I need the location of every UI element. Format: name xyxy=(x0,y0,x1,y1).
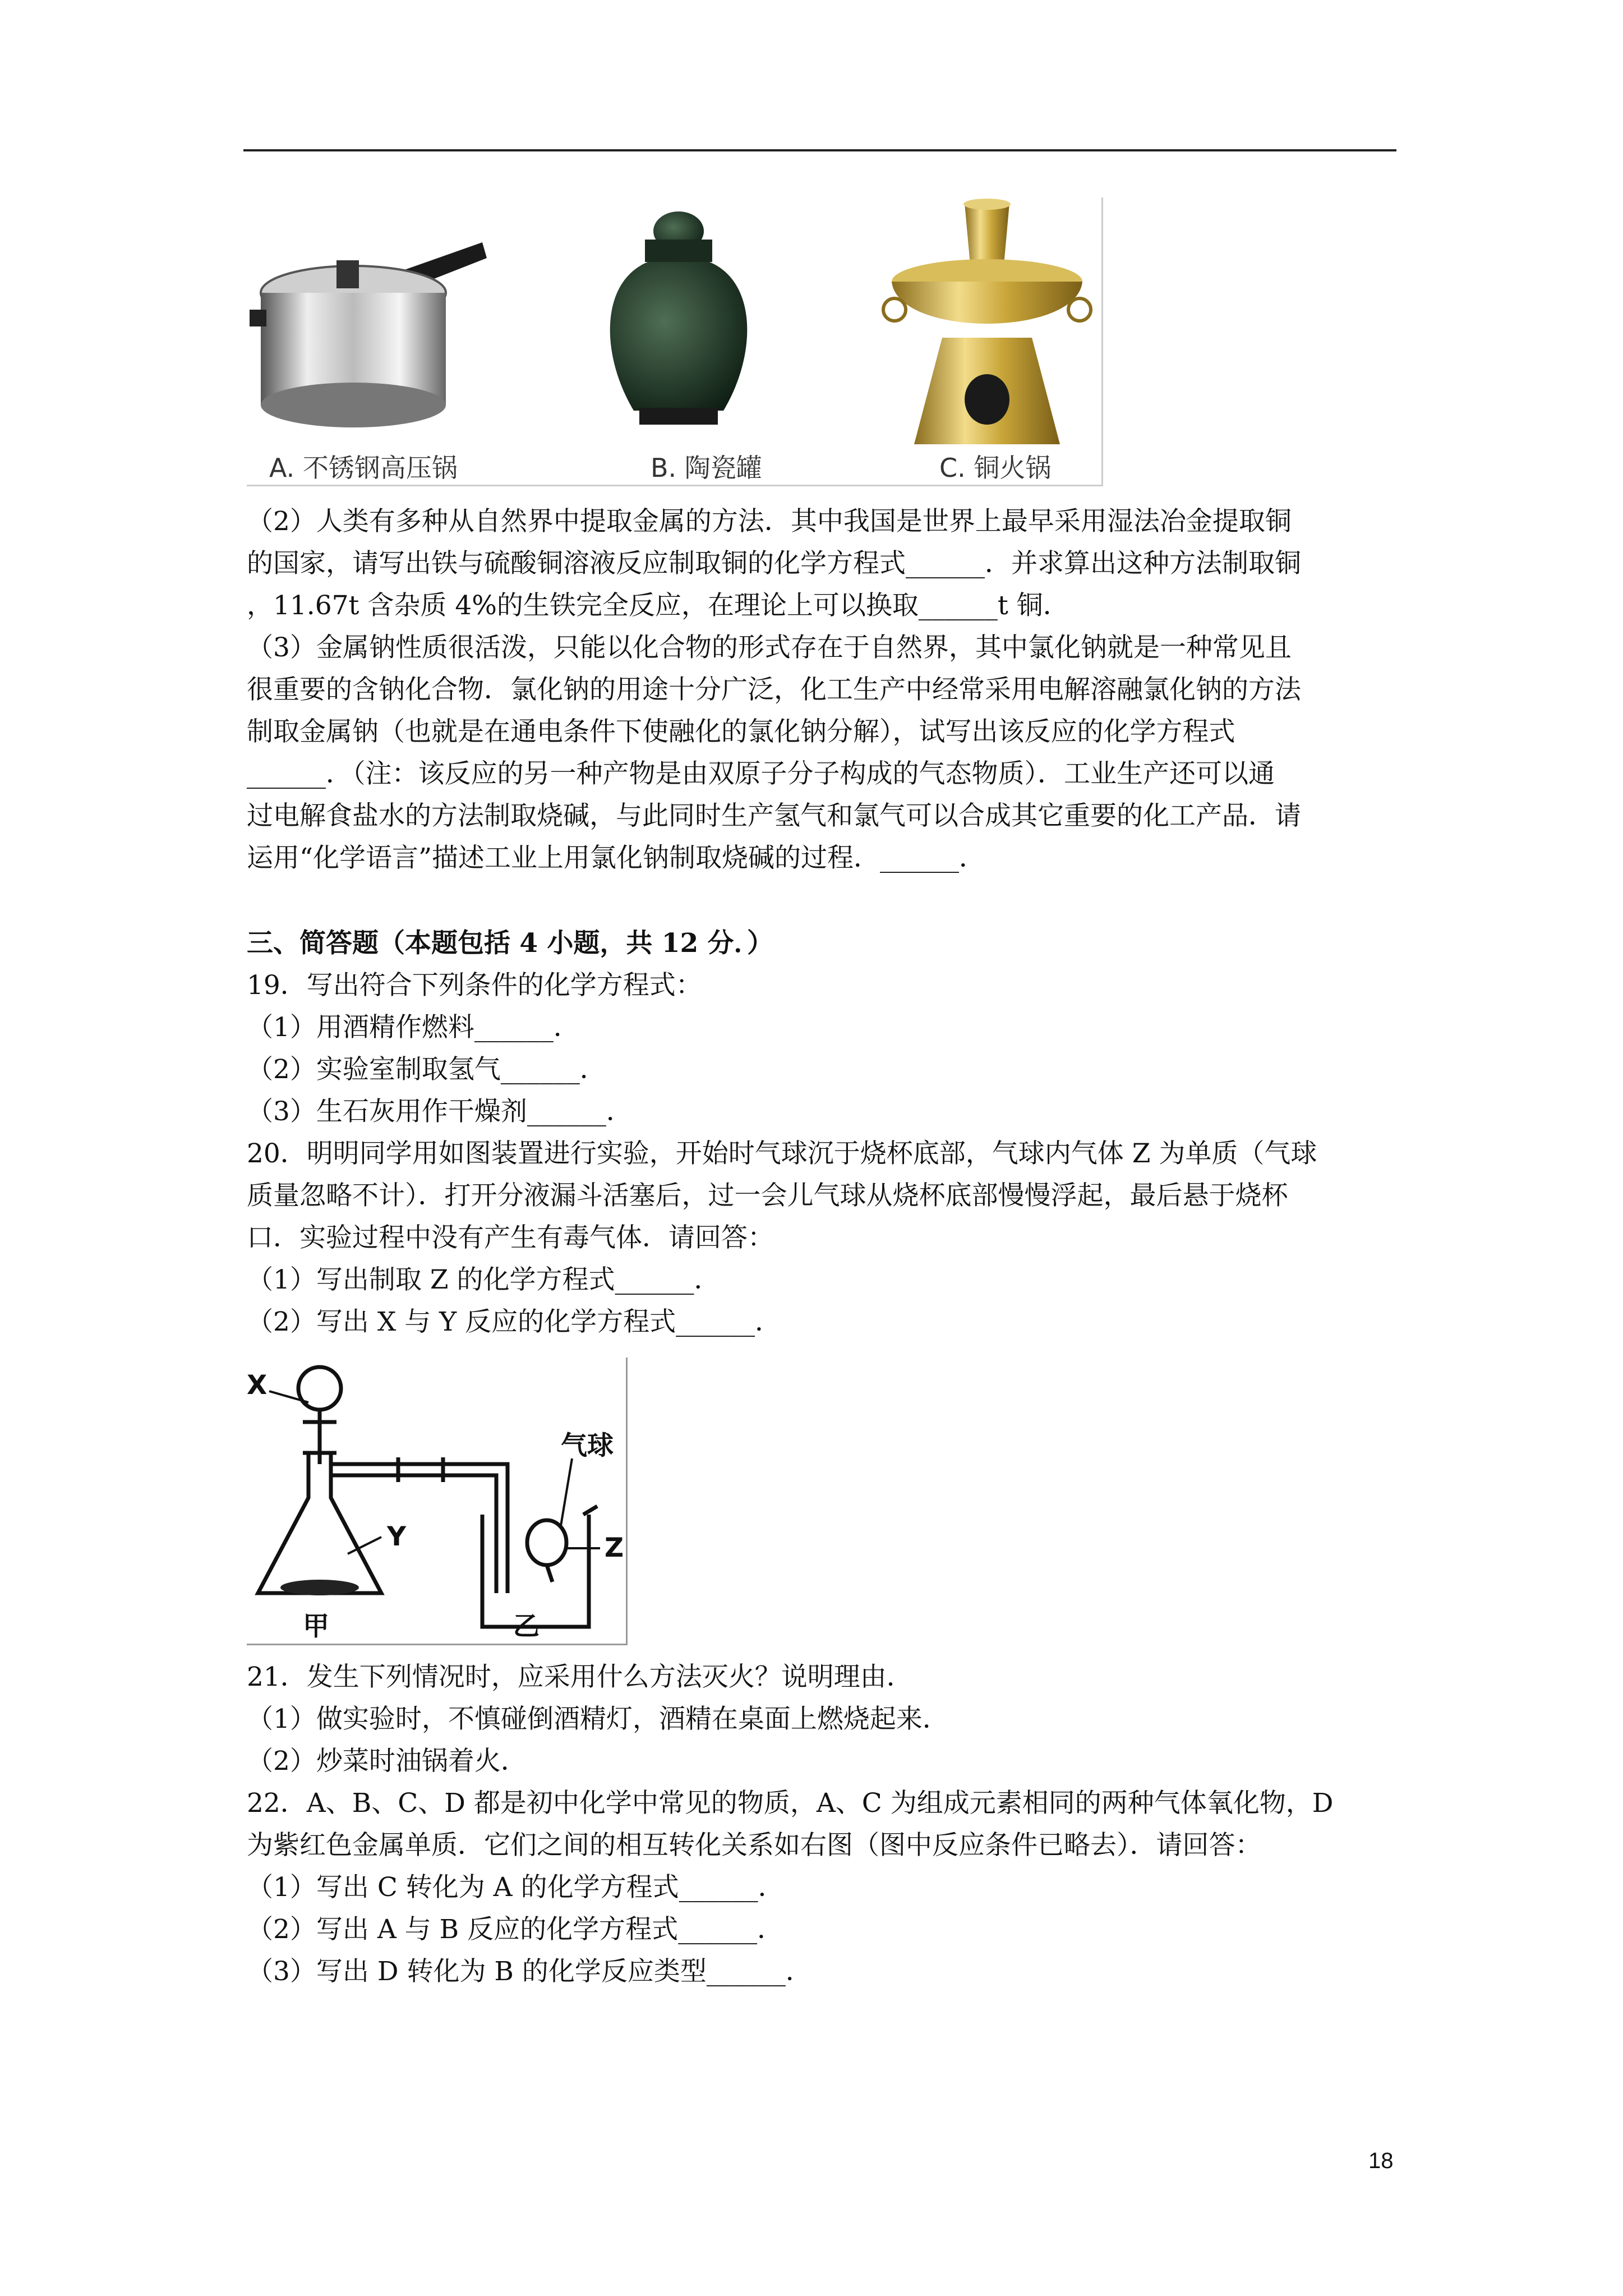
q22-line-1: 22．A、B、C、D 都是初中化学中常见的物质，A、C 为组成元素相同的两种气体氧化物，D xyxy=(247,1788,1334,1819)
q18-2-line-1: （2）人类有多种从自然界中提取金属的方法．其中我国是世界上最早采用湿法冶金提取铜 xyxy=(247,506,1292,537)
apparatus-figure xyxy=(247,1358,628,1645)
q20-item-2: （2）写出 X 与 Y 反应的化学方程式______． xyxy=(247,1306,782,1337)
pressure-cooker-image xyxy=(247,209,494,444)
q18-3-line-3: 制取金属钠（也就是在通电条件下使融化的氯化钠分解），试写出该反应的化学方程式 xyxy=(247,716,1235,747)
copper-hotpot-image xyxy=(880,197,1094,455)
q20-item-1: （1）写出制取 Z 的化学方程式______． xyxy=(247,1264,721,1295)
q21-stem: 21．发生下列情况时，应采用什么方法灭火？说明理由． xyxy=(247,1662,913,1692)
q20-line-2: 质量忽略不计）．打开分液漏斗活塞后，过一会儿气球从烧杯底部慢慢浮起，最后悬于烧杯 xyxy=(247,1180,1288,1211)
q22-item-2: （2）写出 A 与 B 反应的化学方程式______． xyxy=(247,1914,784,1945)
q18-3-line-6: 运用“化学语言”描述工业上用氯化钠制取烧碱的过程．______． xyxy=(247,843,986,873)
page-number: 18 xyxy=(1368,2148,1394,2173)
label-jia: 甲 xyxy=(303,1611,329,1642)
q19-item-2: （2）实验室制取氢气______． xyxy=(247,1054,606,1085)
label-x: X xyxy=(247,1370,268,1401)
section-3-heading: 三、简答题（本题包括 4 小题，共 12 分．） xyxy=(247,928,774,959)
q22-item-1: （1）写出 C 转化为 A 的化学方程式______． xyxy=(247,1872,785,1903)
q18-3-line-5: 过电解食盐水的方法制取烧碱，与此同时生产氢气和氯气可以合成其它重要的化工产品．请 xyxy=(247,800,1301,831)
caption-c: C. 铜火锅 xyxy=(939,453,1052,483)
q19-stem: 19．写出符合下列条件的化学方程式： xyxy=(247,970,702,1001)
q20-line-3: 口．实验过程中没有产生有毒气体．请回答： xyxy=(247,1222,774,1253)
ceramic-jar-image xyxy=(594,209,763,444)
apparatus-diagram xyxy=(247,1358,626,1644)
header-rule xyxy=(243,149,1396,151)
q19-item-1: （1）用酒精作燃料______． xyxy=(247,1012,580,1043)
label-balloon: 气球 xyxy=(561,1430,614,1461)
q18-3-line-2: 很重要的含钠化合物．氯化钠的用途十分广泛，化工生产中经常采用电解溶融氯化钠的方法 xyxy=(247,674,1301,705)
q18-2-line-2: 的国家，请写出铁与硫酸铜溶液反应制取铜的化学方程式______．并求算出这种方法制取铜 xyxy=(247,548,1301,579)
q21-item-2: （2）炒菜时油锅着火． xyxy=(247,1746,527,1777)
q19-item-3: （3）生石灰用作干燥剂______． xyxy=(247,1096,633,1127)
q21-item-1: （1）做实验时，不慎碰倒酒精灯，酒精在桌面上燃烧起来． xyxy=(247,1704,949,1734)
q22-line-2: 为紫红色金属单质．它们之间的相互转化关系如右图（图中反应条件已略去）．请回答： xyxy=(247,1830,1262,1861)
products-figure xyxy=(247,197,1103,486)
q20-line-1: 20．明明同学用如图装置进行实验，开始时气球沉于烧杯底部，气球内气体 Z 为单质（气球 xyxy=(247,1138,1317,1169)
caption-a: A. 不锈钢高压锅 xyxy=(269,453,458,483)
label-y: Y xyxy=(387,1521,407,1552)
q22-item-3: （3）写出 D 转化为 B 的化学反应类型______． xyxy=(247,1956,812,1987)
label-z: Z xyxy=(605,1533,624,1563)
q18-3-line-4: ______．（注：该反应的另一种产物是由双原子分子构成的气态物质）．工业生产还可以通 xyxy=(247,758,1275,789)
q18-3-line-1: （3）金属钠性质很活泼，只能以化合物的形式存在于自然界，其中氯化钠就是一种常见且 xyxy=(247,632,1292,663)
q18-2-line-3: ，11.67t 含杂质 4%的生铁完全反应，在理论上可以换取______t 铜． xyxy=(247,590,1069,621)
caption-b: B. 陶瓷罐 xyxy=(651,453,762,483)
label-yi: 乙 xyxy=(513,1611,540,1642)
